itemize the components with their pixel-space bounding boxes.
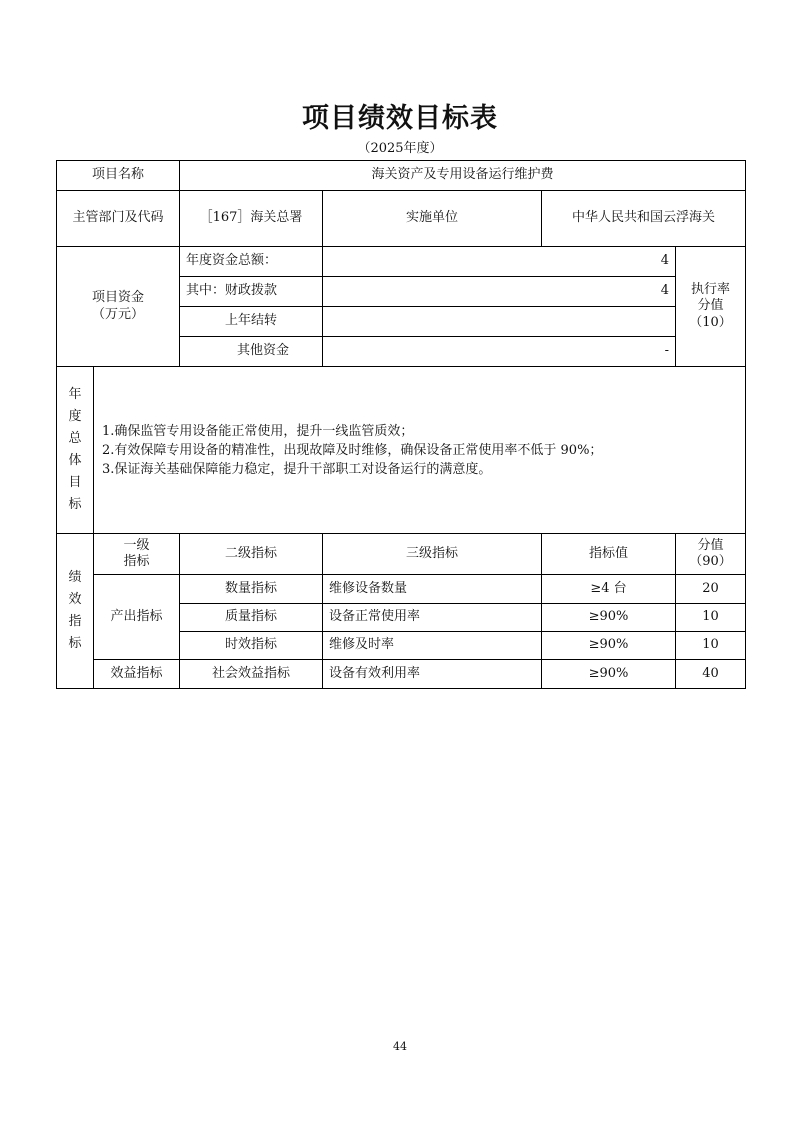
- goal-item: 2.有效保障专用设备的精准性，出现故障及时维修，确保设备正常使用率不低于 90%；: [102, 442, 603, 458]
- funds-other-label-text: 其他资金: [237, 343, 290, 359]
- level3-cell: 设备正常使用率: [323, 604, 542, 632]
- benefit-indicator-label: 效益指标: [94, 660, 180, 689]
- project-name-value: 海关资产及专用设备运行维护费: [180, 161, 746, 191]
- department-label: 主管部门及代码: [57, 191, 180, 247]
- execution-rate-line3: （10）: [689, 314, 732, 330]
- funds-total-label: 年度资金总额：: [180, 247, 323, 277]
- annual-goals-char: 度: [68, 409, 82, 424]
- execution-rate-score: [676, 247, 746, 367]
- department-row: [57, 191, 746, 247]
- department-value: ［167］海关总署: [180, 191, 323, 247]
- score-header-line2: （90）: [689, 554, 732, 569]
- performance-char: 指: [68, 614, 82, 629]
- annual-goals-content: [94, 367, 746, 534]
- annual-goals-label: [57, 367, 94, 534]
- score-cell: 20: [676, 575, 746, 604]
- page-title: 项目绩效目标表: [302, 103, 498, 134]
- goal-item: 1.确保监管专用设备能正常使用，提升一线监管质效；: [102, 423, 414, 439]
- funds-row: [57, 247, 746, 277]
- score-header-line1: 分值: [697, 537, 724, 553]
- funds-carryover-label: 上年结转: [180, 307, 323, 337]
- project-name-row: [57, 161, 746, 191]
- value-cell: ≥90%: [542, 632, 676, 660]
- implementing-unit-value: 中华人民共和国云浮海关: [542, 191, 746, 247]
- level2-header: 二级指标: [180, 534, 323, 575]
- funds-label-line1: 项目资金: [92, 290, 145, 306]
- funds-fiscal-label: 其中：财政拨款: [180, 277, 323, 307]
- funds-other-value: -: [323, 337, 676, 367]
- level1-header: [94, 534, 180, 575]
- level3-cell: 维修设备数量: [323, 575, 542, 604]
- execution-rate-line2: 分值: [697, 298, 724, 314]
- level1-header-line1: 一级: [123, 537, 150, 553]
- value-header: 指标值: [542, 534, 676, 575]
- performance-char: 效: [68, 592, 82, 607]
- annual-goals-char: 体: [68, 453, 82, 468]
- funds-label: [57, 247, 180, 367]
- level3-cell: 维修及时率: [323, 632, 542, 660]
- page-number: 44: [393, 1040, 407, 1053]
- score-cell: 40: [676, 660, 746, 689]
- funds-total-value: 4: [323, 247, 676, 277]
- value-cell: ≥90%: [542, 660, 676, 689]
- page-subtitle: （2025年度）: [357, 141, 443, 156]
- level3-cell: 设备有效利用率: [323, 660, 542, 689]
- project-name-label: 项目名称: [57, 161, 180, 191]
- funds-carryover-value: [323, 307, 676, 337]
- level3-header: 三级指标: [323, 534, 542, 575]
- annual-goals-char: 标: [68, 497, 82, 512]
- score-cell: 10: [676, 632, 746, 660]
- value-cell: ≥4 台: [542, 575, 676, 604]
- execution-rate-line1: 执行率: [691, 282, 731, 298]
- annual-goals-char: 总: [68, 431, 82, 446]
- annual-goals-char: 年: [68, 387, 82, 402]
- funds-other-label: [180, 337, 323, 367]
- score-header: [676, 534, 746, 575]
- score-cell: 10: [676, 604, 746, 632]
- performance-target-table: [56, 160, 746, 689]
- annual-goals-row: [57, 367, 746, 534]
- level1-header-line2: 指标: [123, 554, 150, 569]
- level2-cell: 质量指标: [180, 604, 323, 632]
- performance-header-row: [57, 534, 746, 575]
- performance-label: [57, 534, 94, 689]
- output-indicator-label: 产出指标: [94, 575, 180, 660]
- funds-fiscal-value: 4: [323, 277, 676, 307]
- goal-item: 3.保证海关基础保障能力稳定，提升干部职工对设备运行的满意度。: [102, 461, 492, 477]
- funds-label-line2: （万元）: [92, 306, 145, 322]
- annual-goals-char: 目: [68, 475, 82, 490]
- table-row: [57, 575, 746, 604]
- table-row: [57, 660, 746, 689]
- performance-char: 标: [68, 636, 82, 651]
- performance-char: 绩: [68, 570, 82, 585]
- implementing-unit-label: 实施单位: [323, 191, 542, 247]
- level2-cell: 时效指标: [180, 632, 323, 660]
- level2-cell: 数量指标: [180, 575, 323, 604]
- level2-cell: 社会效益指标: [180, 660, 323, 689]
- value-cell: ≥90%: [542, 604, 676, 632]
